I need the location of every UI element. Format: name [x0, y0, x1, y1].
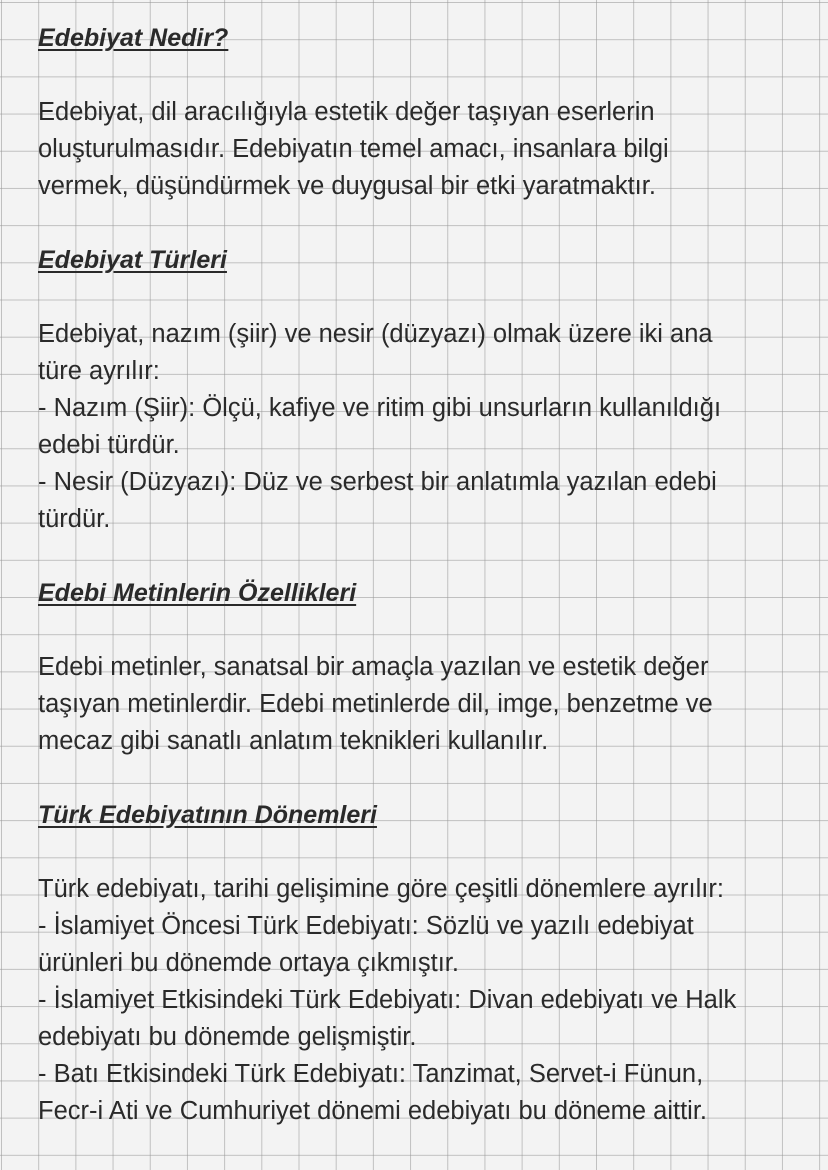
section-heading: Türk Edebiyatının Dönemleri	[38, 801, 377, 829]
paragraph-line: ürünleri bu dönemde ortaya çıkmıştır.	[38, 949, 459, 977]
notes-page	[38, 20, 818, 1130]
paragraph-line: mecaz gibi sanatlı anlatım teknikleri kullanılır.	[38, 727, 549, 755]
section-turk-edebiyati-donemleri	[38, 797, 818, 1130]
section-heading: Edebiyat Nedir?	[38, 24, 229, 52]
paragraph-line: Türk edebiyatı, tarihi gelişimine göre çeşitli dönemlere ayrılır:	[38, 875, 724, 903]
blank-line	[38, 538, 818, 575]
blank-line	[38, 760, 818, 797]
paragraph-line: - Batı Etkisindeki Türk Edebiyatı: Tanzimat, Servet-i Fünun,	[38, 1060, 704, 1088]
paragraph-line: türe ayrılır:	[38, 357, 160, 385]
paragraph-line: - Nazım (Şiir): Ölçü, kafiye ve ritim gibi unsurların kullanıldığı	[38, 394, 722, 422]
section-edebiyat-nedir	[38, 20, 818, 242]
section-edebiyat-turleri	[38, 242, 818, 575]
paragraph-line: - İslamiyet Etkisindeki Türk Edebiyatı: Divan edebiyatı ve Halk	[38, 986, 737, 1014]
paragraph-line: - Nesir (Düzyazı): Düz ve serbest bir anlatımla yazılan edebi	[38, 468, 717, 496]
paragraph-line: edebi türdür.	[38, 431, 180, 459]
blank-line	[38, 57, 818, 94]
paragraph-line: - İslamiyet Öncesi Türk Edebiyatı: Sözlü ve yazılı edebiyat	[38, 912, 694, 940]
paragraph-line: oluşturulmasıdır. Edebiyatın temel amacı, insanlara bilgi	[38, 135, 669, 163]
section-heading: Edebi Metinlerin Özellikleri	[38, 579, 357, 607]
blank-line	[38, 834, 818, 871]
paragraph-line: edebiyatı bu dönemde gelişmiştir.	[38, 1023, 417, 1051]
section-heading: Edebiyat Türleri	[38, 246, 227, 274]
blank-line	[38, 612, 818, 649]
paragraph-line: türdür.	[38, 505, 111, 533]
paragraph-line: Edebi metinler, sanatsal bir amaçla yazılan ve estetik değer	[38, 653, 709, 681]
paragraph-line: Fecr-i Ati ve Cumhuriyet dönemi edebiyatı bu döneme aittir.	[38, 1097, 707, 1125]
paragraph-line: vermek, düşündürmek ve duygusal bir etki yaratmaktır.	[38, 172, 656, 200]
paragraph-line: Edebiyat, nazım (şiir) ve nesir (düzyazı) olmak üzere iki ana	[38, 320, 713, 348]
blank-line	[38, 205, 818, 242]
paragraph-line: taşıyan metinlerdir. Edebi metinlerde dil, imge, benzetme ve	[38, 690, 713, 718]
blank-line	[38, 279, 818, 316]
paragraph-line: Edebiyat, dil aracılığıyla estetik değer taşıyan eserlerin	[38, 98, 655, 126]
section-edebi-metinler	[38, 575, 818, 797]
